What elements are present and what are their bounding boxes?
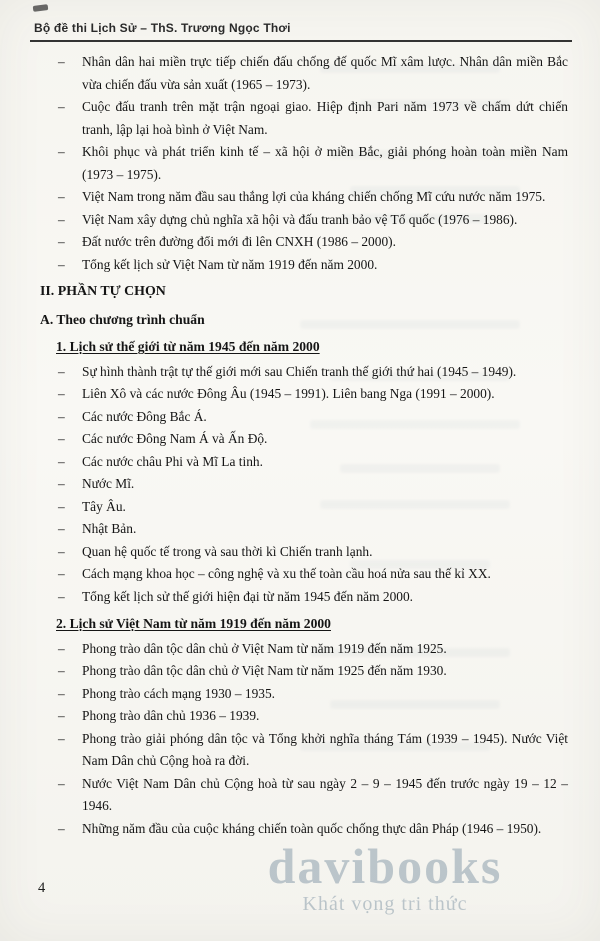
- watermark: [170, 840, 600, 915]
- page-header: [34, 21, 570, 35]
- list-item: [58, 383, 568, 406]
- bullet-dash: –: [58, 708, 65, 723]
- list-item-text: Các nước châu Phi và Mĩ La tinh.: [82, 453, 263, 469]
- list-item: [58, 428, 568, 451]
- list-item: [58, 96, 568, 141]
- section-heading: A. Theo chương trình chuẩn: [40, 311, 205, 327]
- list-item: [58, 361, 568, 384]
- list-item: [58, 660, 568, 683]
- list-item-text: Phong trào dân chủ 1936 – 1939.: [82, 708, 260, 723]
- list-item-text: Cuộc đấu tranh trên mặt trận ngoại giao. Hiệp định Pari năm 1973 về chấm dứt chiến tranh, lập lại hoà bình ở Việt Nam.: [82, 99, 568, 137]
- bullet-dash: –: [58, 144, 65, 159]
- section-heading: II. PHẦN TỰ CHỌN: [40, 284, 166, 299]
- list-item: [58, 541, 568, 564]
- bullet-dash: –: [58, 521, 65, 536]
- list-item-text: Nhật Bản.: [82, 521, 137, 536]
- watermark-slogan: Khát vọng tri thức: [302, 893, 468, 915]
- list-item: [58, 254, 568, 277]
- list-item: [58, 705, 568, 728]
- page-footer: [38, 880, 45, 897]
- list-item: [58, 773, 568, 818]
- list-item: [58, 683, 568, 706]
- list-item-text: Nước Việt Nam Dân chủ Cộng hoà từ sau ngày 2 – 9 – 1945 đến trước ngày 19 – 12 – 1946.: [82, 775, 568, 813]
- page-number: 4: [38, 880, 46, 896]
- list-item-text: Tổng kết lịch sử Việt Nam từ năm 1919 đến năm 2000.: [82, 256, 378, 272]
- bullet-dash: –: [58, 775, 65, 791]
- scan-artifact: [33, 4, 49, 12]
- list-item-text: Phong trào giải phóng dân tộc và Tổng khởi nghĩa tháng Tám (1939 – 1945). Nước Việt Nam Dân chủ Cộng hoà ra đời.: [82, 730, 568, 768]
- list-item: [58, 728, 568, 773]
- bullet-dash: –: [58, 54, 65, 69]
- bullet-dash: –: [58, 543, 65, 559]
- list-item-text: Các nước Đông Nam Á và Ấn Độ.: [82, 431, 268, 446]
- bullet-dash: –: [58, 685, 65, 701]
- section-heading: 2. Lịch sử Việt Nam từ năm 1919 đến năm 2000: [56, 616, 331, 631]
- list-item-text: Khôi phục và phát triển kinh tế – xã hội ở miền Bắc, giải phóng hoàn toàn miền Nam (1973 – 1975).: [82, 144, 568, 182]
- bullet-dash: –: [58, 453, 65, 469]
- list-item: [58, 586, 568, 609]
- list-item-text: Đất nước trên đường đổi mới đi lên CNXH (1986 – 2000).: [82, 234, 396, 249]
- list-item: [58, 209, 568, 232]
- list-item-text: Cách mạng khoa học – công nghệ và xu thế toàn cầu hoá nửa sau thế kỉ XX.: [82, 566, 491, 581]
- list-item-text: Liên Xô và các nước Đông Âu (1945 – 1991). Liên bang Nga (1991 – 2000).: [82, 386, 495, 401]
- list-item-text: Quan hệ quốc tế trong và sau thời kì Chiến tranh lạnh.: [82, 543, 373, 559]
- list-item: [58, 451, 568, 474]
- list-item-text: Phong trào dân tộc dân chủ ở Việt Nam từ năm 1925 đến năm 1930.: [82, 663, 447, 678]
- bullet-dash: –: [58, 211, 65, 227]
- content-list: [34, 51, 568, 840]
- list-item-text: Tây Âu.: [82, 498, 126, 514]
- bullet-dash: –: [58, 363, 65, 379]
- running-head: Bộ đề thi Lịch Sử – ThS. Trương Ngọc Thơi: [34, 21, 291, 35]
- bullet-dash: –: [58, 189, 65, 204]
- bullet-dash: –: [58, 498, 65, 514]
- list-item: [58, 563, 568, 586]
- bullet-dash: –: [58, 99, 65, 114]
- bullet-dash: –: [58, 566, 65, 581]
- list-item: [58, 638, 568, 661]
- list-item-text: Sự hình thành trật tự thế giới mới sau Chiến tranh thế giới thứ hai (1945 – 1949).: [82, 363, 517, 379]
- bullet-dash: –: [58, 431, 65, 446]
- bullet-dash: –: [58, 640, 65, 656]
- list-item-text: Nước Mĩ.: [82, 476, 135, 491]
- list-item-text: Phong trào cách mạng 1930 – 1935.: [82, 685, 276, 701]
- bullet-dash: –: [58, 386, 65, 401]
- section-heading: 1. Lịch sử thế giới từ năm 1945 đến năm 2000: [56, 339, 320, 354]
- bullet-dash: –: [58, 476, 65, 491]
- list-item-text: Nhân dân hai miền trực tiếp chiến đấu chống đế quốc Mĩ xâm lược. Nhân dân miền Bắc vừa chiến đấu vừa sản xuất (1965 – 1973).: [82, 54, 568, 92]
- bullet-dash: –: [58, 256, 65, 272]
- list-item: [58, 406, 568, 429]
- list-item: [58, 473, 568, 496]
- list-item-text: Những năm đầu của cuộc kháng chiến toàn quốc chống thực dân Pháp (1946 – 1950).: [82, 820, 542, 836]
- list-item: [58, 186, 568, 209]
- list-item: [58, 141, 568, 186]
- list-item: [58, 818, 568, 841]
- bullet-dash: –: [58, 408, 65, 424]
- list-item-text: Tổng kết lịch sử thế giới hiện đại từ năm 1945 đến năm 2000.: [82, 588, 414, 604]
- list-item: [58, 496, 568, 519]
- list-item: [58, 51, 568, 96]
- bullet-dash: –: [58, 820, 65, 836]
- list-item: [58, 231, 568, 254]
- header-rule: [30, 40, 572, 42]
- bullet-dash: –: [58, 234, 65, 249]
- bullet-dash: –: [58, 730, 65, 746]
- list-item-text: Các nước Đông Bắc Á.: [82, 408, 207, 424]
- list-item-text: Việt Nam xây dựng chủ nghĩa xã hội và đấu tranh bảo vệ Tổ quốc (1976 – 1986).: [82, 211, 518, 227]
- bullet-dash: –: [58, 588, 65, 604]
- list-item-text: Việt Nam trong năm đầu sau thắng lợi của kháng chiến chống Mĩ cứu nước năm 1975.: [82, 189, 546, 204]
- list-item-text: Phong trào dân tộc dân chủ ở Việt Nam từ năm 1919 đến năm 1925.: [82, 640, 447, 656]
- bullet-dash: –: [58, 663, 65, 678]
- watermark-logo-text: davibooks: [267, 838, 503, 894]
- list-item: [58, 518, 568, 541]
